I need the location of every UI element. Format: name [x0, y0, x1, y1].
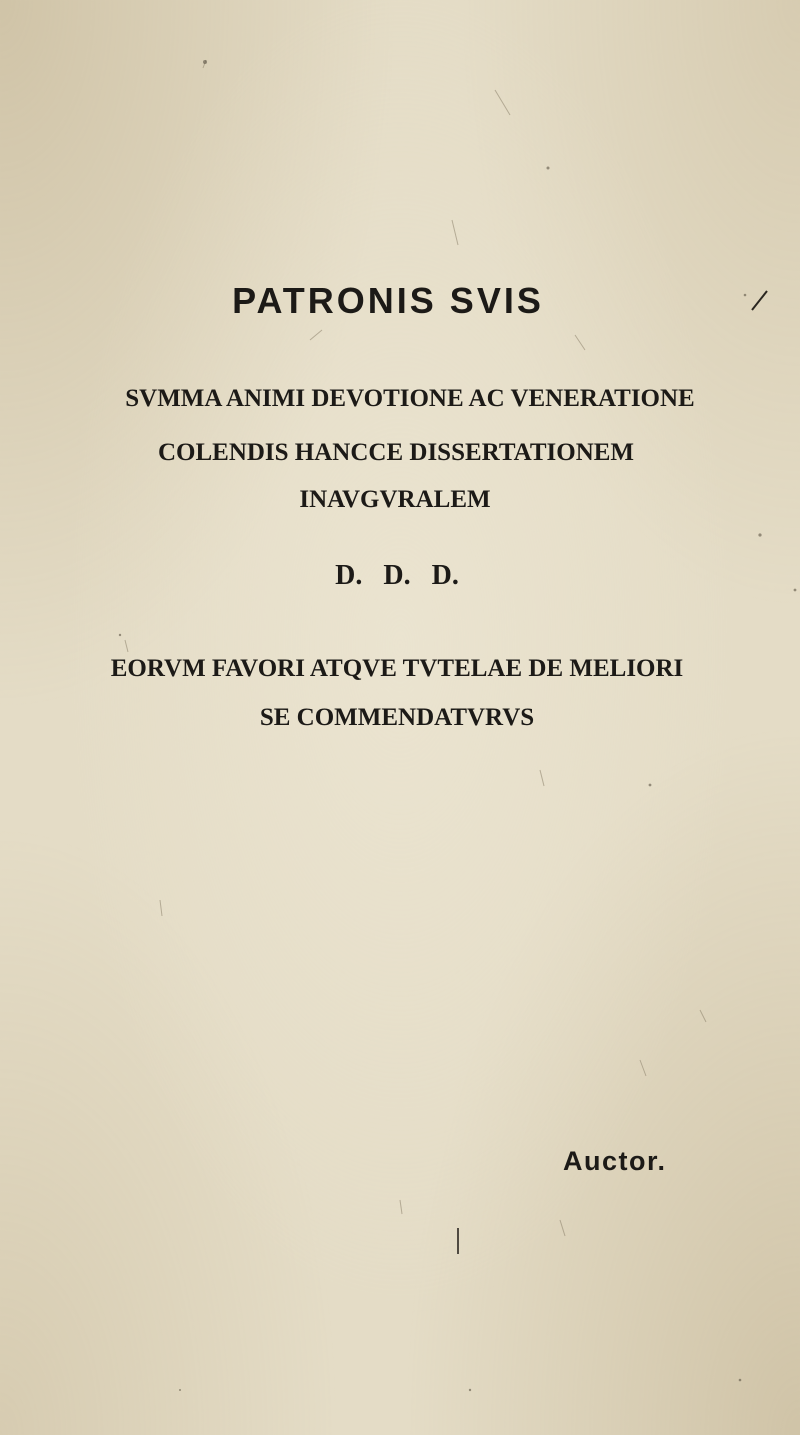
- dedication-line: COLENDIS HANCCE DISSERTATIONEM: [157, 439, 635, 466]
- page-title: PATRONIS SVIS: [232, 280, 544, 321]
- dedication-line: SVMMA ANIMI DEVOTIONE AC VENERATIONE: [125, 385, 695, 412]
- dedication-line: INAVGVRALEM: [299, 486, 491, 513]
- author-signature: Auctor.: [563, 1146, 667, 1176]
- dedication-initials: D. D. D.: [335, 560, 459, 591]
- commendation-line: EORVM FAVORI ATQVE TVTELAE DE MELIORI: [110, 655, 684, 682]
- commendation-line: SE COMMENDATVRVS: [259, 704, 535, 731]
